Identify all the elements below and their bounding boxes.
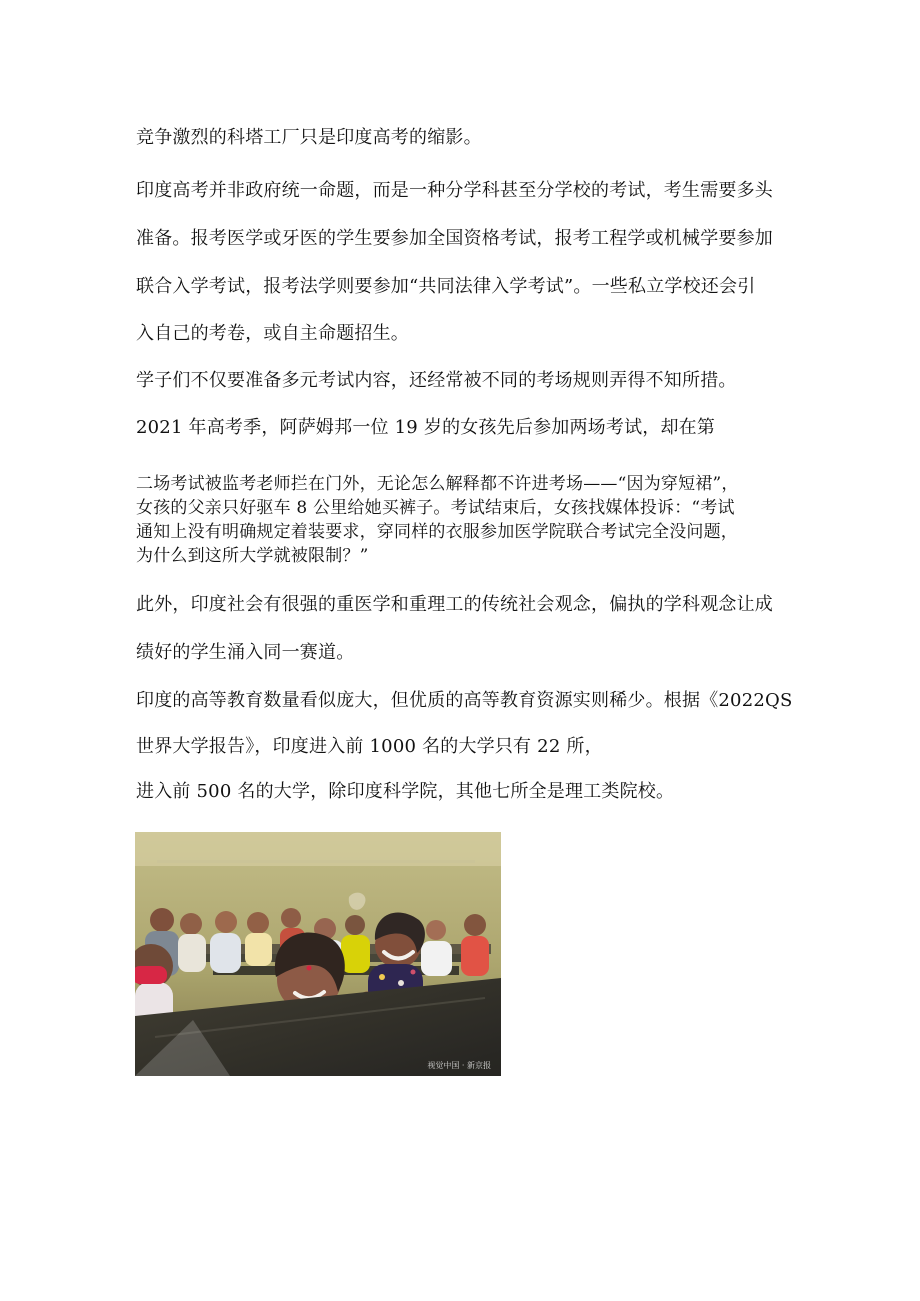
paragraph-line-12: 此外，印度社会有很强的重医学和重理工的传统社会观念，偏执的学科观念让成 bbox=[136, 594, 773, 615]
paragraph-line-5: 入自己的考卷，或自主命题招生。 bbox=[136, 323, 409, 344]
paragraph-line-6: 学子们不仅要准备多元考试内容，还经常被不同的考场规则弄得不知所措。 bbox=[136, 370, 737, 391]
paragraph-line-8: 二场考试被监考老师拦在门外，无论怎么解释都不许进考场——“因为穿短裙”， bbox=[136, 474, 739, 494]
paragraph-line-15: 世界大学报告》，印度进入前 1000 名的大学只有 22 所， bbox=[136, 736, 603, 757]
paragraph-line-16: 进入前 500 名的大学，除印度科学院，其他七所全是理工类院校。 bbox=[136, 781, 675, 802]
paragraph-line-1: 竞争激烈的科塔工厂只是印度高考的缩影。 bbox=[136, 127, 482, 148]
paragraph-line-13: 绩好的学生涌入同一赛道。 bbox=[136, 642, 355, 663]
classroom-photo-illustration bbox=[135, 832, 501, 1076]
paragraph-line-9: 女孩的父亲只好驱车 8 公里给她买裤子。考试结束后，女孩找媒体投诉：“考试 bbox=[136, 498, 735, 518]
photo-watermark: 视觉中国 · 新京报 bbox=[427, 1061, 491, 1070]
paragraph-line-11: 为什么到这所大学就被限制？” bbox=[136, 546, 369, 566]
paragraph-line-4: 联合入学考试，报考法学则要参加“共同法律入学考试”。一些私立学校还会引 bbox=[136, 276, 756, 297]
paragraph-line-10: 通知上没有明确规定着装要求，穿同样的衣服参加医学院联合考试完全没问题， bbox=[136, 522, 738, 542]
paragraph-line-7: 2021 年高考季，阿萨姆邦一位 19 岁的女孩先后参加两场考试，却在第 bbox=[136, 417, 716, 438]
paragraph-line-2: 印度高考并非政府统一命题，而是一种分学科甚至分学校的考试，考生需要多头 bbox=[136, 180, 773, 201]
classroom-photo bbox=[135, 832, 501, 1076]
paragraph-line-3: 准备。报考医学或牙医的学生要参加全国资格考试，报考工程学或机械学要参加 bbox=[136, 228, 773, 249]
paragraph-line-14: 印度的高等教育数量看似庞大，但优质的高等教育资源实则稀少。根据《2022QS bbox=[136, 690, 793, 711]
